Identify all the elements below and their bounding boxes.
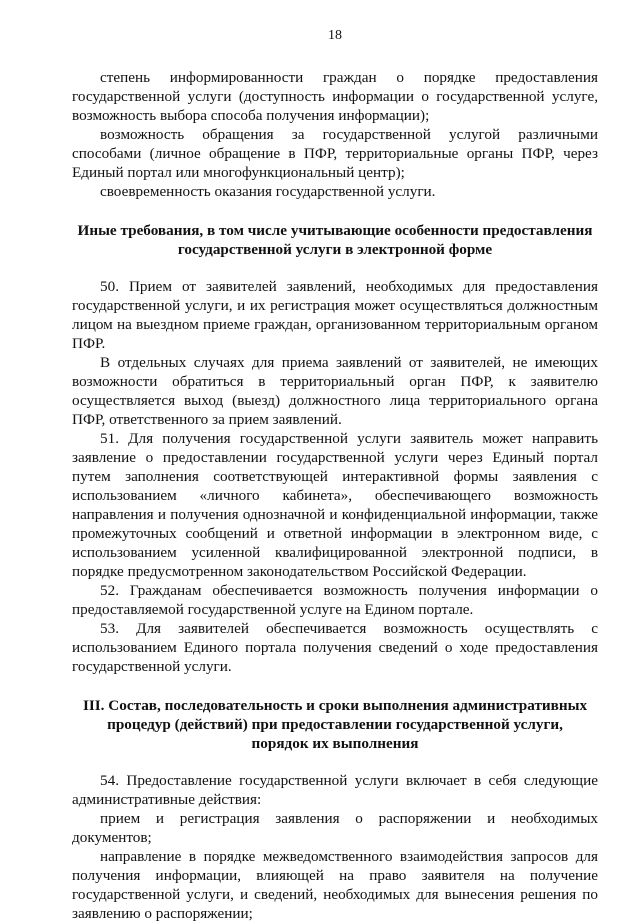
paragraph: своевременность оказания государственной услуги.	[100, 183, 436, 200]
paragraph: прием и регистрация заявления о распоряжении и необходимых документов;	[72, 810, 598, 846]
paragraph: степень информированности граждан о порядке предоставления государственной услуги (доступность информации о государственной услуге, возможность выбора способа получения информации);	[72, 69, 598, 124]
section-heading-other-requirements	[72, 221, 598, 259]
heading-line: порядок их выполнения	[251, 735, 419, 752]
paragraph-54: 54. Предоставление государственной услуги включает в себя следующие административные действия:	[72, 772, 598, 808]
paragraph-53: 53. Для заявителей обеспечивается возможность осуществлять с использованием Единого портала получения сведений о ходе предоставления государственной услуги.	[72, 620, 598, 675]
heading-line: государственной услуги в электронной форме	[177, 241, 493, 258]
paragraph-52: 52. Гражданам обеспечивается возможность получения информации о предоставляемой государственной услуге на Едином портале.	[72, 582, 598, 618]
paragraph-50: 50. Прием от заявителей заявлений, необходимых для предоставления государственной услуги, и их регистрация может осуществляться должностным лицом на выездном приеме граждан, организованном территориальным органом ПФР.	[72, 278, 598, 352]
paragraph: В отдельных случаях для приема заявлений от заявителей, не имеющих возможности обратиться в территориальный орган ПФР, к заявителю осуществляется выход (выезд) должностного лица территориального органа ПФР, ответственного за прием заявлений.	[72, 354, 598, 428]
heading-line: Иные требования, в том числе учитывающие особенности предоставления	[77, 222, 593, 239]
section-heading-iii	[72, 696, 598, 753]
paragraph: возможность обращения за государственной услугой различными способами (личное обращение в ПФР, территориальные органы ПФР, через Единый портал или многофункциональный центр);	[72, 126, 598, 181]
heading-line: процедур (действий) при предоставлении государственной услуги,	[107, 716, 563, 733]
administrative-actions-block	[72, 771, 598, 923]
electronic-form-block	[72, 277, 598, 676]
quality-criteria-block	[72, 68, 598, 201]
paragraph-51: 51. Для получения государственной услуги заявитель может направить заявление о предоставлении государственной услуги через Единый портал путем заполнения соответствующей интерактивной формы заявления с использованием «личного кабинета», обеспечивающего возможность направления и получения однозначной и конфиденциальной информации, также промежуточных сообщений и ответной информации в электронном виде, с использованием усиленной квалифицированной электронной подписи, в порядке предусмотренном законодательством Российской Федерации.	[72, 430, 598, 580]
heading-line: III. Состав, последовательность и сроки выполнения административных	[82, 697, 588, 714]
paragraph: направление в порядке межведомственного взаимодействия запросов для получения информации, влияющей на право заявителя на получение государственной услуги, и сведений, необходимых для вынесения решения по заявлению о распоряжении;	[72, 848, 598, 922]
page-number: 18	[328, 28, 342, 43]
